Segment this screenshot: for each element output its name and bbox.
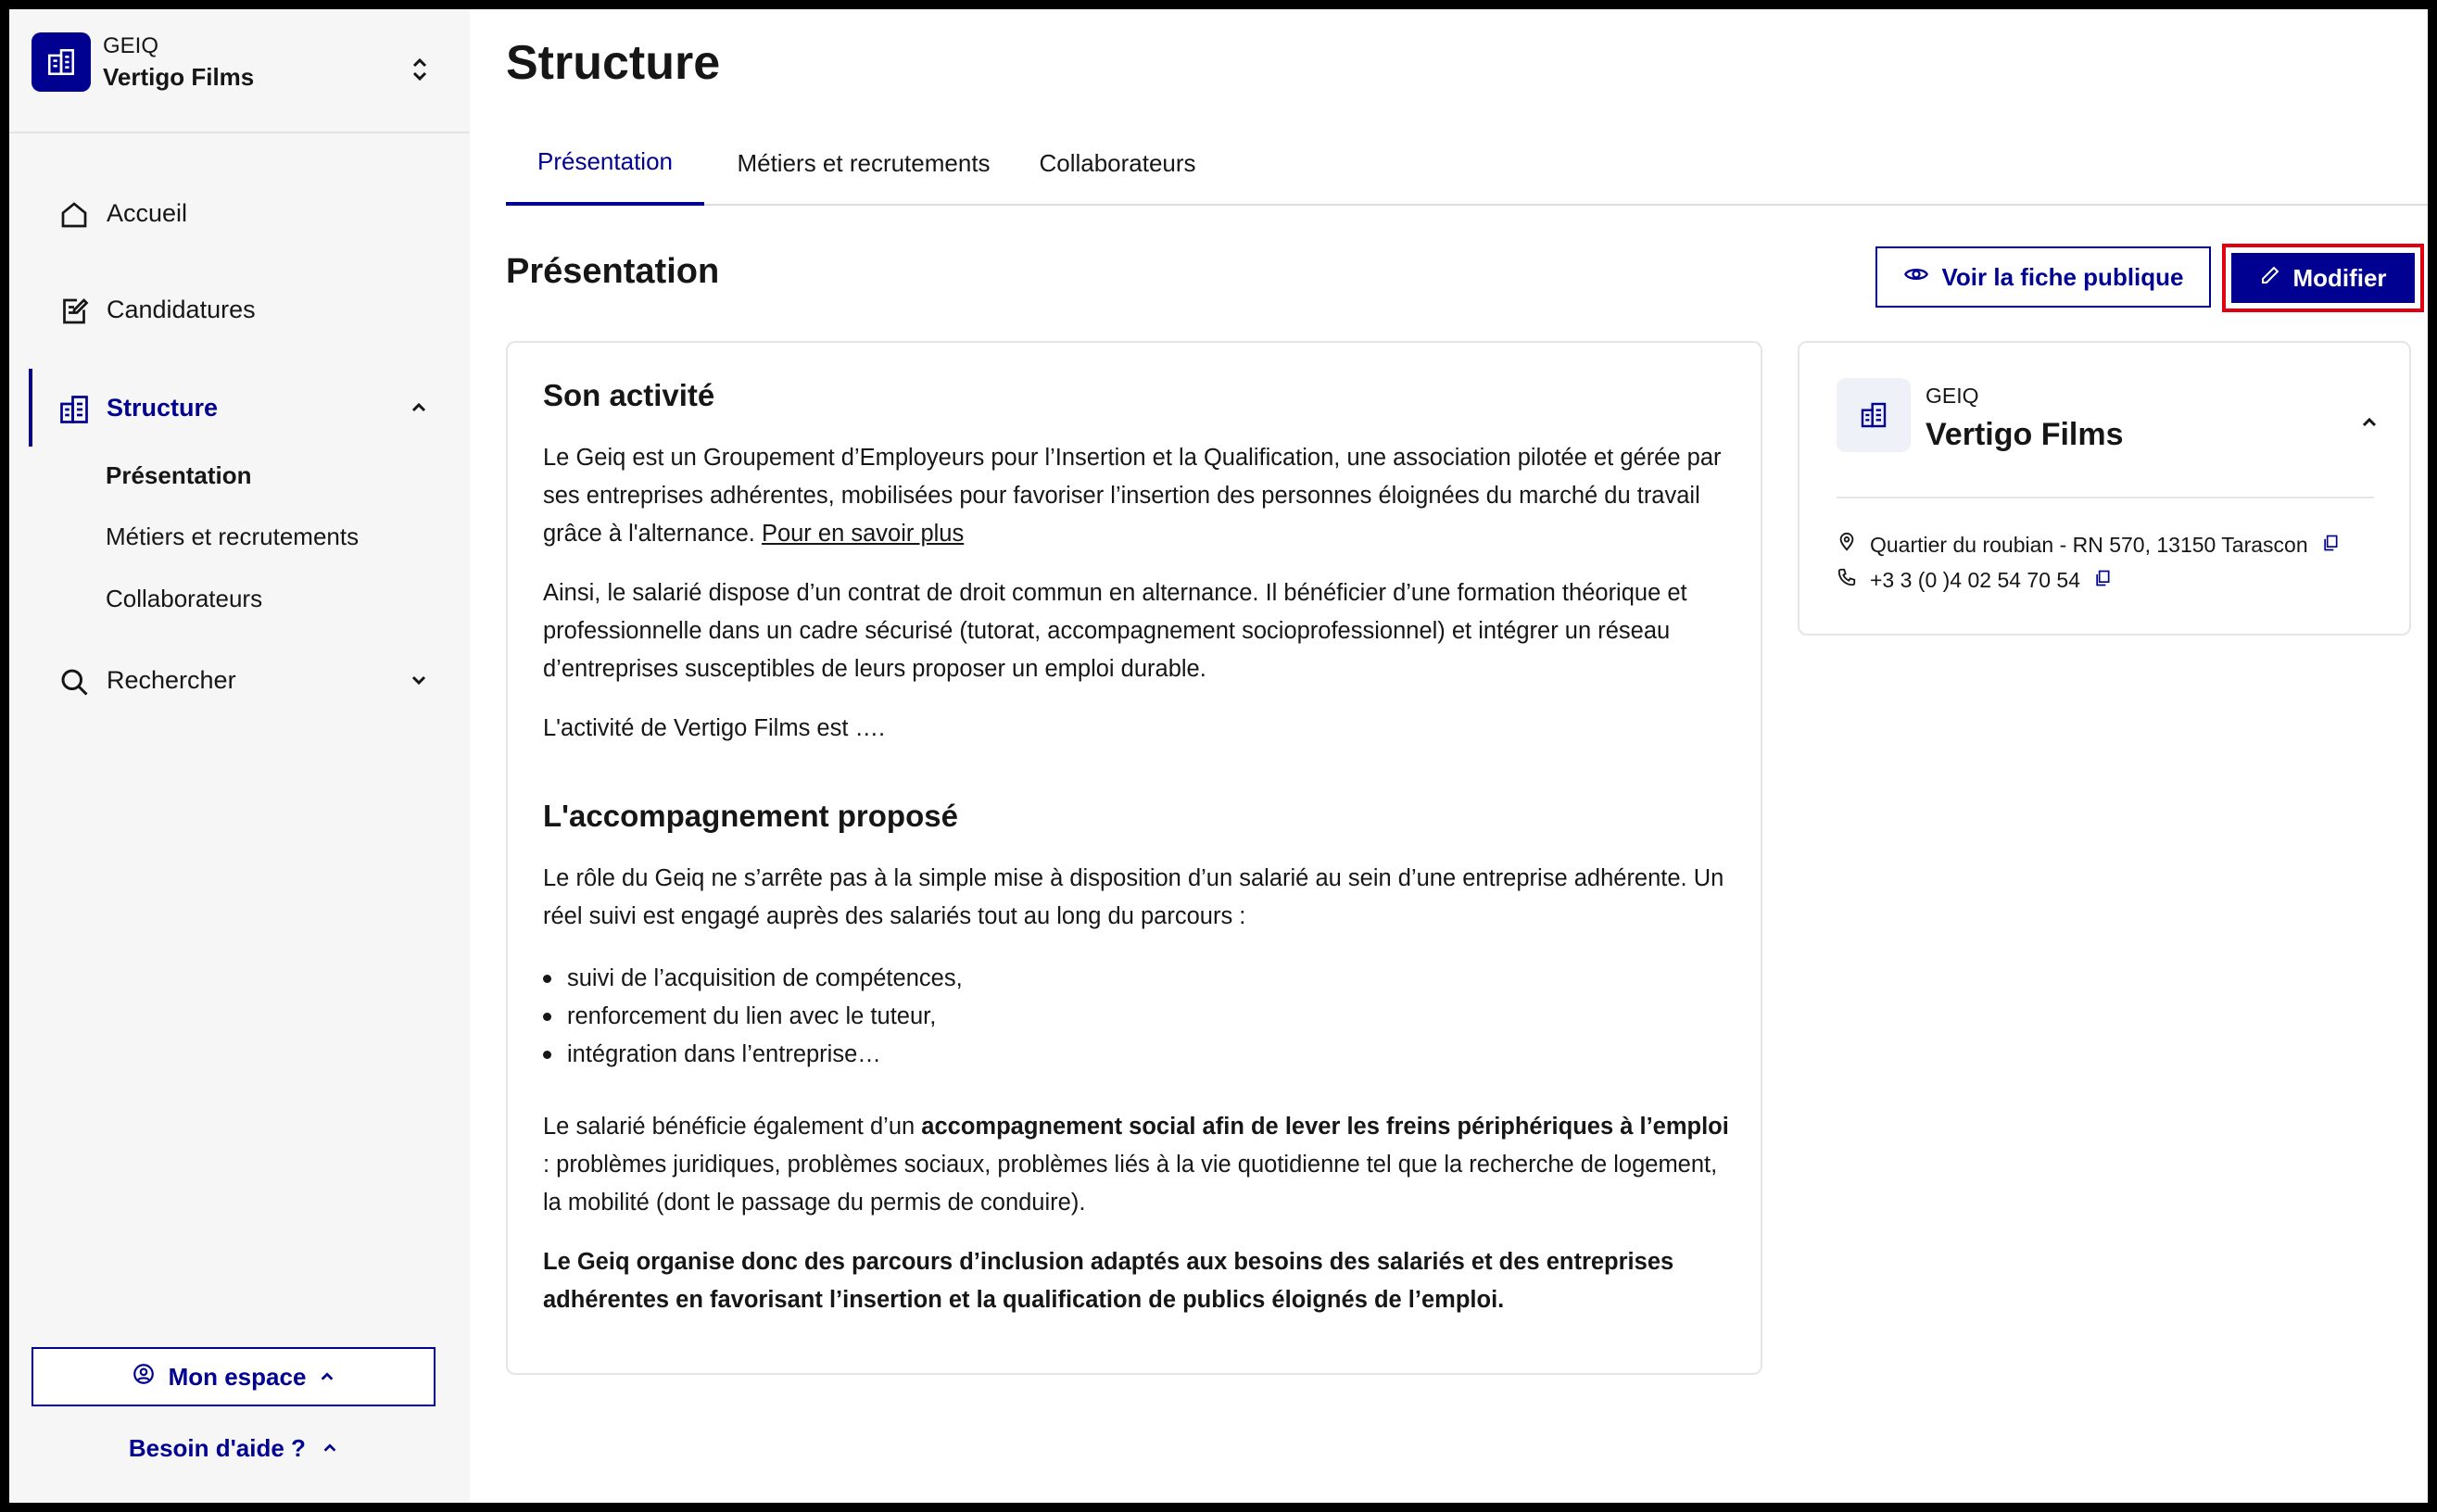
phone-line [1837,567,2112,593]
activity-paragraph-2: Ainsi, le salarié dispose d’un contrat de droit commun en alternance. Il bénéficier d’une formation théorique et professionnelle dans un cadre sécurisé (tutorat, accompagnement socioprofessionnel) et intégrer un réseau d’entreprises susceptibles de leurs proposer un emploi durable. [543,580,1687,682]
sidebar-item-structure[interactable] [9,380,470,435]
pencil-icon [2259,264,2281,293]
chevron-up-icon[interactable] [2360,413,2379,436]
sidebar-item-label: Accueil [107,198,188,227]
modifier-button[interactable] [2231,253,2415,303]
map-pin-icon [1837,532,1857,558]
user-circle-icon [132,1362,156,1392]
sidebar-subitem-presentation[interactable]: Présentation [106,461,252,489]
divider [1837,497,2374,498]
sidebar-subitem-metiers[interactable]: Métiers et recrutements [106,523,360,550]
org-switcher[interactable] [9,9,470,133]
tab-bar [506,120,2428,206]
expand-collapse-icon [410,57,430,86]
activity-paragraph-3: L'activité de Vertigo Films est …. [543,715,886,741]
support-list [543,960,1729,1074]
chevron-up-icon [410,398,428,422]
home-icon [57,198,91,232]
copy-icon[interactable] [2093,568,2112,593]
sidebar [9,9,470,1503]
support-paragraph-3: Le Geiq organise donc des parcours d’inclusion adaptés aux besoins des salariés et des entreprises adhérentes en favorisant l’insertion et la qualification de publics éloignés de l’emploi. [543,1249,1674,1313]
sidebar-item-candidatures[interactable] [9,282,470,337]
org-name: Vertigo Films [103,63,255,91]
sidebar-item-label: Candidatures [107,295,256,323]
learn-more-link[interactable]: Pour en savoir plus [761,521,965,547]
list-item: intégration dans l’entreprise… [543,1036,1729,1074]
phone-icon [1837,567,1857,593]
support-paragraph-1: Le rôle du Geiq ne s’arrête pas à la simple mise à disposition d’un salarié au sein d’une entreprise adhérente. Un réel suivi est engagé auprès des salariés tout au long du parcours : [543,865,1724,929]
modifier-highlight [2222,244,2424,312]
eye-icon [1903,261,1929,294]
phone-text: +3 3 (0 )4 02 54 70 54 [1870,567,2080,592]
mon-espace-label: Mon espace [168,1362,307,1391]
help-label: Besoin d'aide ? [128,1434,306,1462]
sidebar-item-label: Rechercher [107,665,236,694]
list-item: renforcement du lien avec le tuteur, [543,998,1729,1036]
activity-heading: Son activité [543,378,715,412]
support-heading: L'accompagnement proposé [543,799,958,833]
search-icon [57,665,91,699]
address-line [1837,532,2340,558]
tab-collaborateurs[interactable]: Collaborateurs [1039,148,1196,177]
support-text-start: Le salarié bénéficie également d’un [543,1114,922,1140]
sidebar-item-label: Structure [107,393,219,422]
chevron-down-icon [410,671,428,694]
building-icon [57,393,91,426]
building-icon [1837,378,1911,452]
tab-metiers[interactable]: Métiers et recrutements [737,148,991,177]
tab-presentation[interactable]: Présentation [506,120,704,206]
section-title: Présentation [506,252,720,291]
address-text: Quartier du roubian - RN 570, 13150 Tarascon [1870,532,2308,557]
copy-icon[interactable] [2321,533,2340,558]
org-kind: GEIQ [103,33,159,58]
sidebar-item-rechercher[interactable] [9,652,470,708]
activity-text: Le Geiq est un Groupement d’Employeurs pour l’Insertion et la Qualification, une association pilotée et gérée par ses entreprises adhérentes, mobilisées pour favoriser l’insertion des personnes éloignées du marché du travail grâce à l'alternance. [543,445,1722,547]
mon-espace-button[interactable] [32,1347,436,1406]
page-title: Structure [506,36,721,90]
support-text-end: : problèmes juridiques, problèmes sociaux, problèmes liés à la vie quotidienne tel que la recherche de logement, la mobilité (dont le passage du permis de conduire). [543,1152,1718,1216]
sidebar-item-accueil[interactable] [9,185,470,241]
building-icon [32,32,91,92]
app-window [9,9,2428,1503]
modifier-label: Modifier [2292,263,2387,292]
help-link[interactable] [9,1434,458,1463]
structure-name: Vertigo Films [1926,417,2124,452]
view-public-page-button[interactable] [1875,246,2211,308]
support-paragraph-2 [543,1108,1729,1222]
structure-info-card [1798,341,2411,636]
chevron-up-icon [322,1434,338,1463]
edit-document-icon [57,295,91,328]
support-text-bold: accompagnement social afin de lever les freins périphériques à l’emploi [921,1114,1729,1140]
list-item: suivi de l’acquisition de compétences, [543,960,1729,998]
presentation-card [506,341,1762,1375]
structure-kind: GEIQ [1926,384,1979,408]
chevron-up-icon [319,1363,335,1392]
activity-paragraph-1 [543,439,1729,553]
view-public-page-label: Voir la fiche publique [1941,262,2184,291]
sidebar-subitem-collaborateurs[interactable]: Collaborateurs [106,585,263,612]
